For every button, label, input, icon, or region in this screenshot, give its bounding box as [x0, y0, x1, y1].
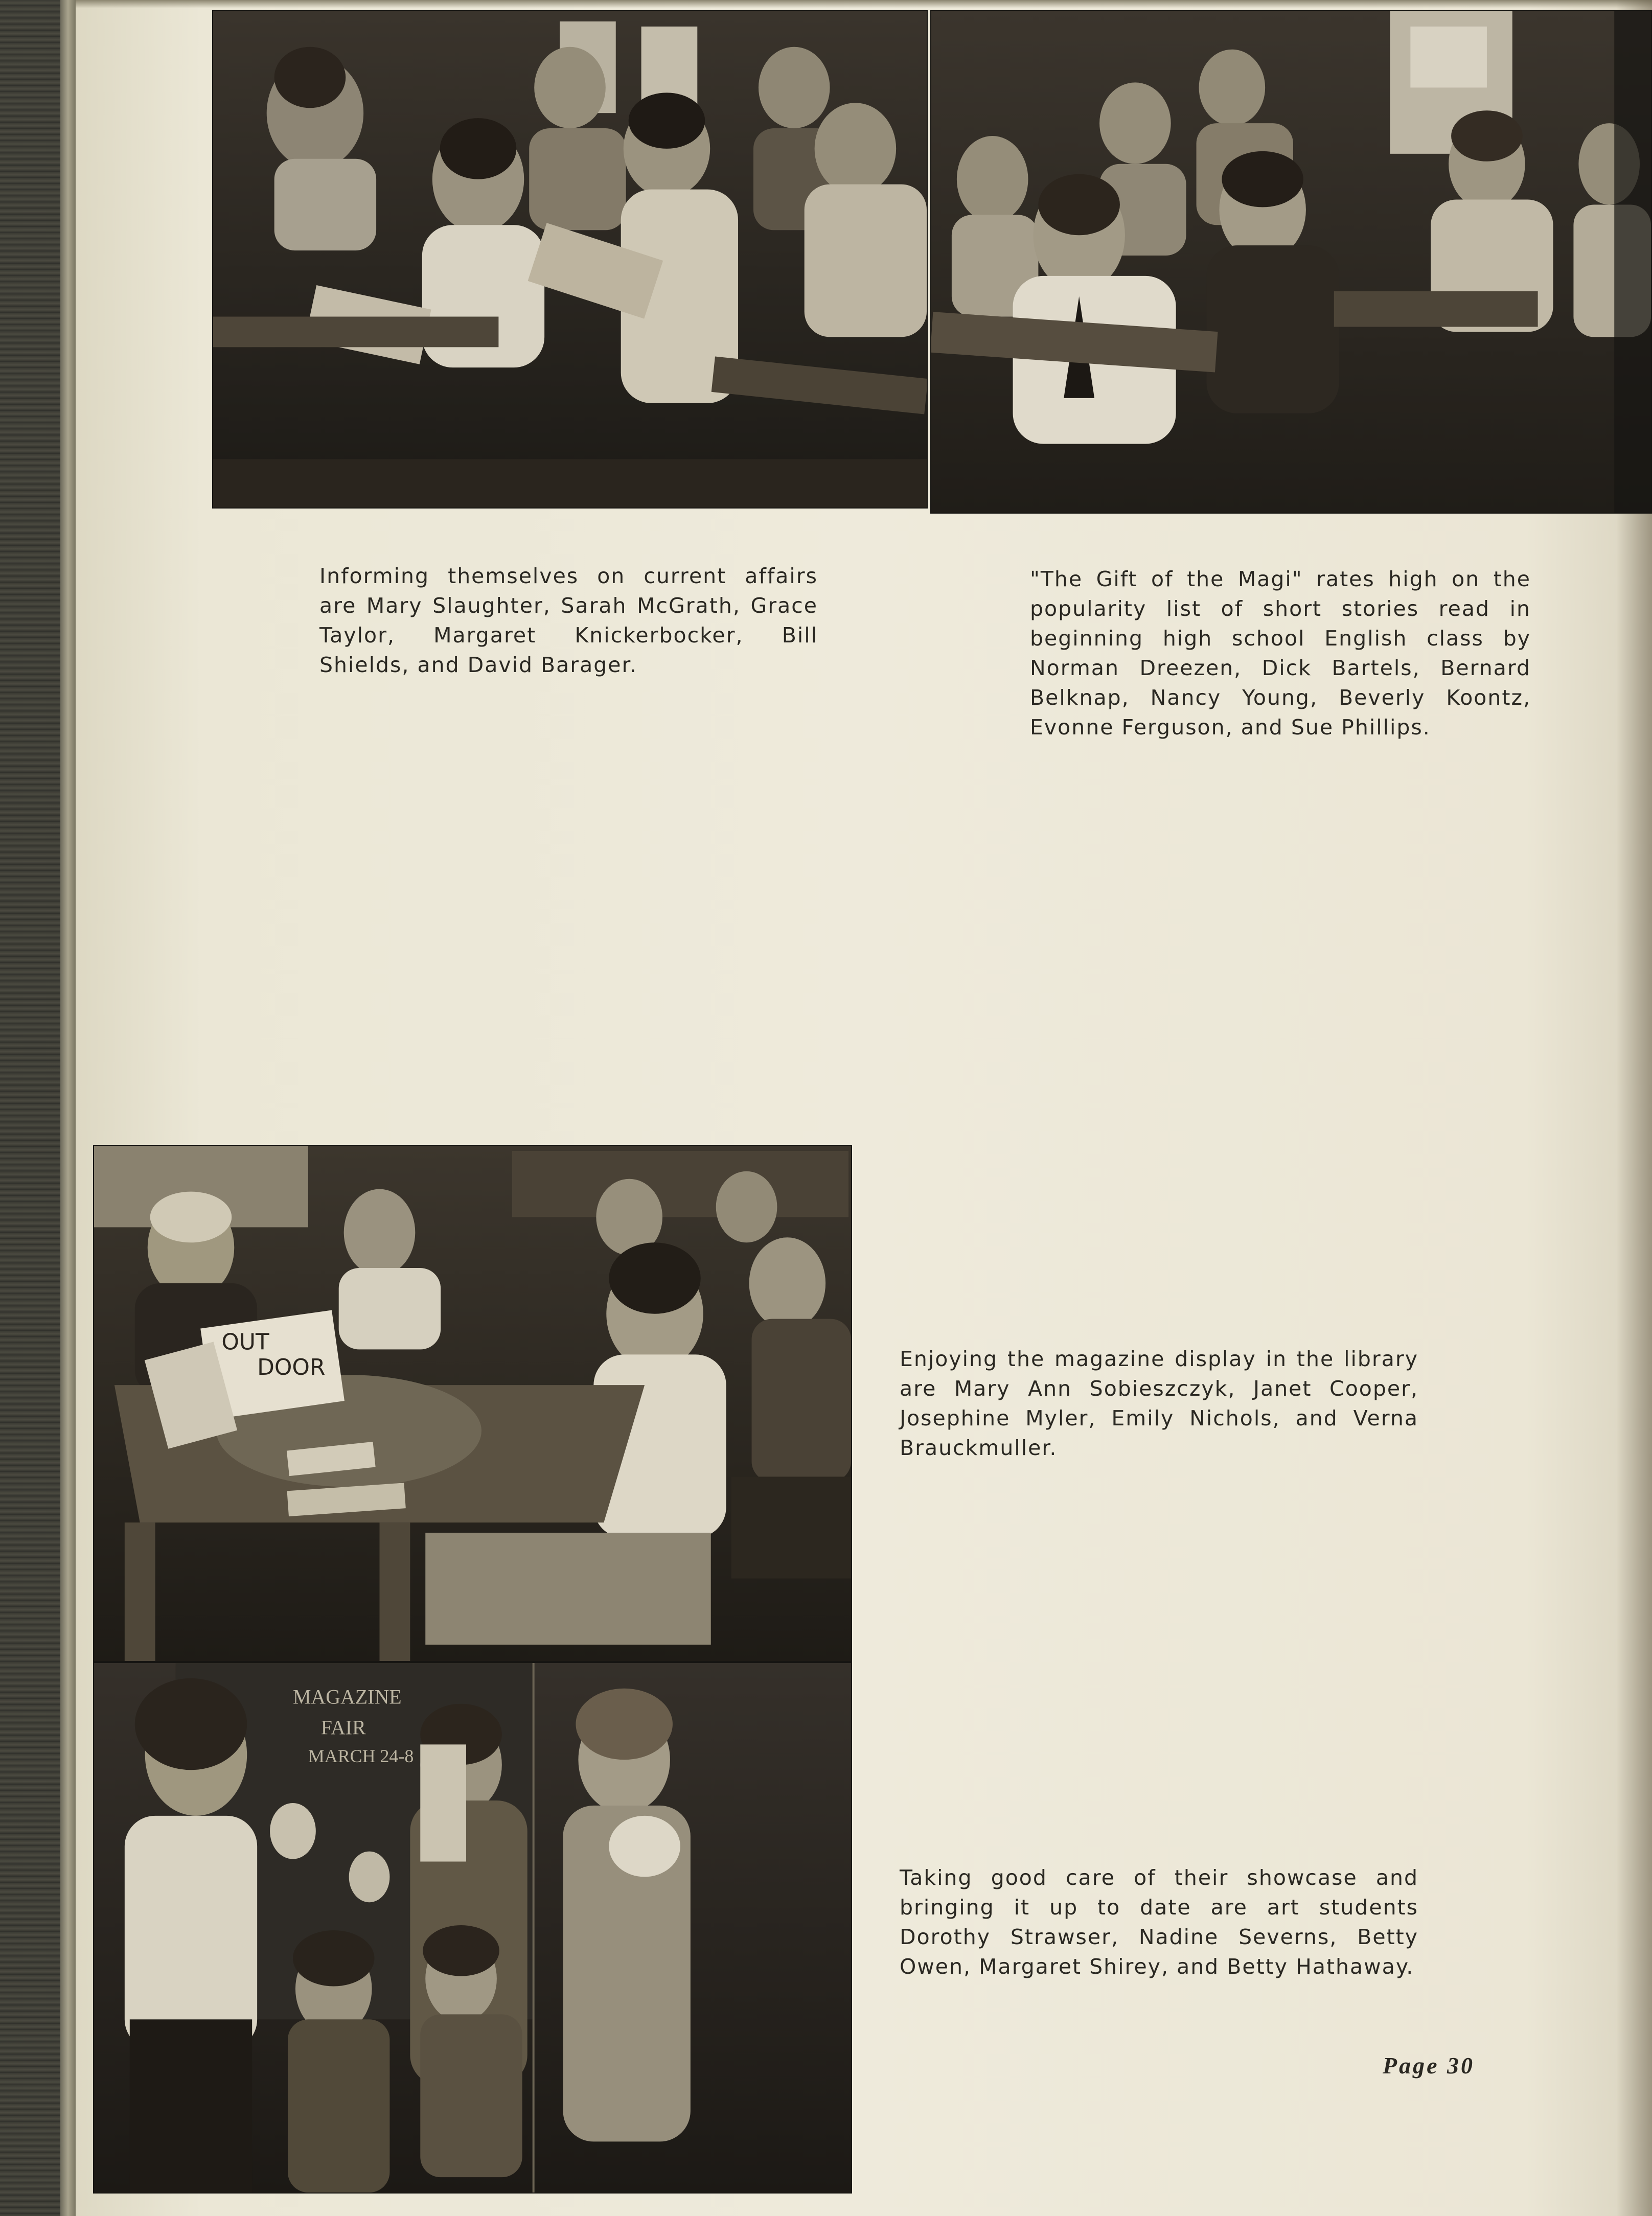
caption-library-display: Enjoying the magazine display in the library are Mary Ann Sobieszczyk, Janet Cooper, Josephine Myler, Emily Nichols, and Verna Brauckmuller.: [900, 1347, 1418, 1460]
caption-english-class: "The Gift of the Magi" rates high on the popularity list of short stories read in beginning high school English class by Norman Dreezen, Dick Bartels, Bernard Belknap, Nancy Young, Beverly Koontz, Evonne Ferguson, and Sue Phillips.: [1030, 567, 1531, 740]
caption-current-affairs: Informing themselves on current affairs are Mary Slaughter, Sarah McGrath, Grace Taylor, Margaret Knickerbocker, Bill Shields, and David Barager.: [319, 564, 818, 677]
library-scene-image: [94, 1146, 851, 1661]
photo-library-display: [93, 1145, 852, 1662]
showcase-scene-image: [94, 1663, 851, 2192]
photo-english-class: [930, 10, 1652, 514]
page-number: Page 30: [1383, 2052, 1475, 2079]
binding-edge: [60, 0, 76, 2216]
library-sign-out: OUT: [221, 1329, 269, 1355]
photo-showcase: [93, 1662, 852, 2194]
classroom-scene-image: [213, 11, 927, 507]
photo-current-affairs: [212, 10, 928, 509]
showcase-sign-magazine: MAGAZINE: [292, 1685, 402, 1709]
caption-showcase: Taking good care of their showcase and bringing it up to date are art students Dorothy Strawser, Nadine Severns, Betty Owen, Margaret Shirey, and Betty Hathaway.: [900, 1865, 1418, 1979]
showcase-sign-fair: FAIR: [320, 1716, 366, 1739]
showcase-sign-date: MARCH 24-8: [308, 1746, 414, 1767]
library-sign-door: DOOR: [257, 1354, 326, 1381]
page-top-shadow: [76, 0, 1652, 8]
english-class-scene-image: [931, 11, 1651, 513]
